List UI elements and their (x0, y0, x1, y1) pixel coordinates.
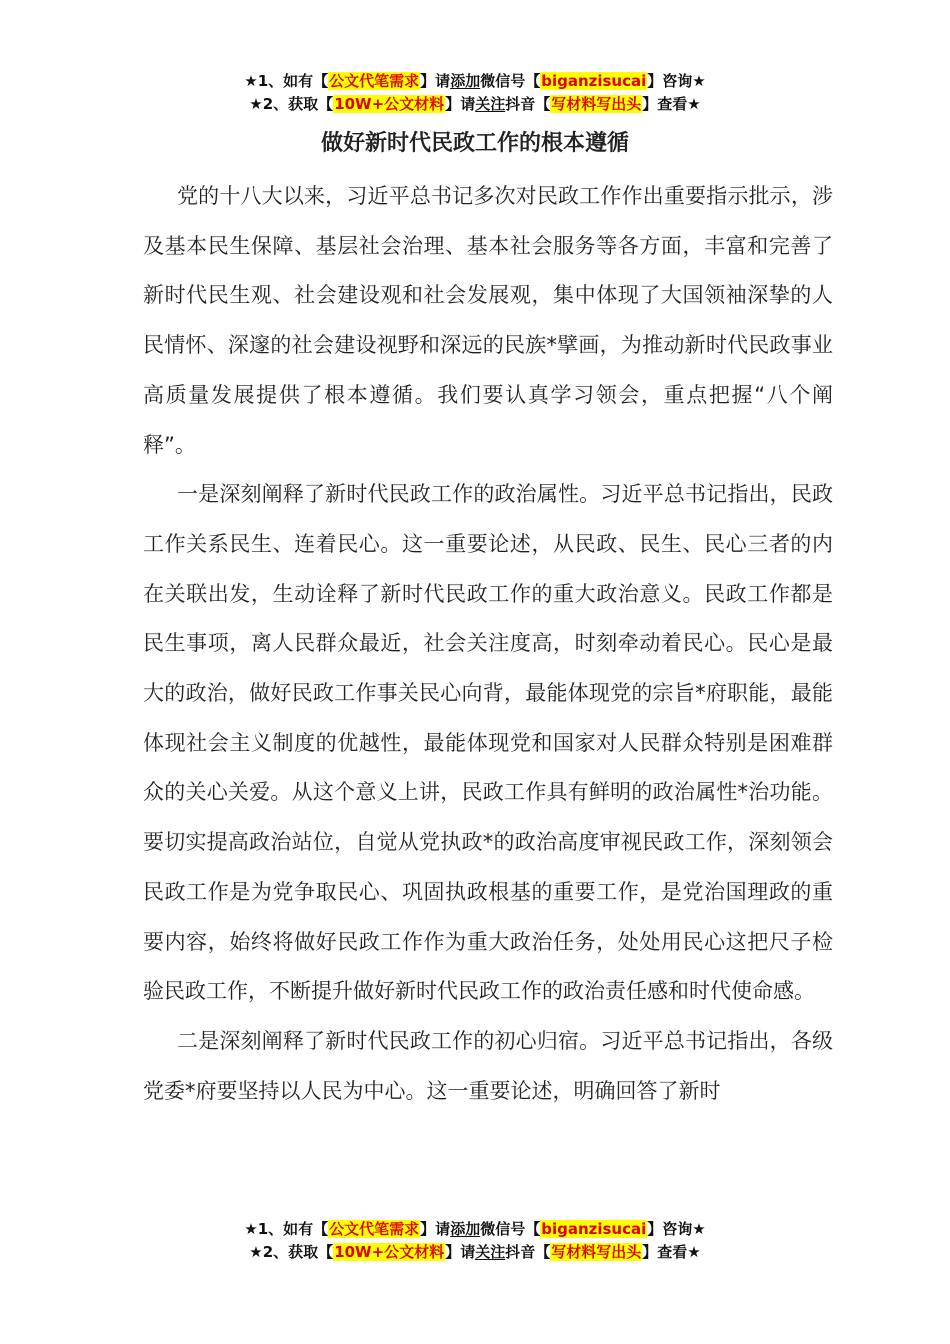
promo-text: 】查看★ (642, 95, 701, 113)
paragraph-2: 二是深刻阐释了新时代民政工作的初心归宿。习近平总书记指出，各级党委*府要坚持以人民为中心。这一重要论述，明确回答了新时 (143, 1028, 833, 1103)
promo-line-2 (0, 93, 950, 116)
promo-text: 】请 (445, 1243, 476, 1261)
paragraph-1: 一是深刻阐释了新时代民政工作的政治属性。习近平总书记指出，民政工作关系民生、连着民心。这一重要论述，从民政、民生、民心三者的内在关联出发，生动诠释了新时代民政工作的重大政治意义。民政工作都是民生事项，离人民群众最近，社会关注度高，时刻牵动着民心。民心是最大的政治，做好民政工作事关民心向背，最能体现党的宗旨*府职能，最能体现社会主义制度的优越性，最能体现党和国家对人民群众特别是困难群众的关心关爱。从这个意义上讲，民政工作具有鲜明的政治属性*治功能。要切实提高政治站位，自觉从党执政*的政治高度审视民政工作，深刻领会民政工作是为党争取民心、巩固执政根基的重要工作，是党治国理政的重要内容，始终将做好民政工作作为重大政治任务，处处用民心这把尺子检验民政工作，不断提升做好新时代民政工作的政治责任感和时代使命感。 (143, 482, 833, 1004)
paragraph-intro: 党的十八大以来，习近平总书记多次对民政工作作出重要指示批示，涉及基本民生保障、基层社会治理、基本社会服务等各方面，丰富和完善了新时代民生观、社会建设观和社会发展观，集中体现了大国领袖深挚的人民情怀、深邃的社会建设视野和深远的民族*擘画，为推动新时代民政事业高质量发展提供了根本遵循。我们要认真学习领会，重点把握“八个阐释”。 (143, 184, 833, 457)
promo-underlined: 关注 (475, 1243, 506, 1261)
promo-text: 】查看★ (642, 1243, 701, 1261)
promo-text: 】请 (420, 1220, 451, 1238)
promo-text: 微信号【 (480, 1220, 541, 1238)
promo-highlight: biganzisucai (541, 72, 647, 90)
promo-text: 】咨询★ (647, 72, 706, 90)
promo-highlight: 10W+公文材料 (334, 95, 445, 113)
document-body (143, 172, 833, 1116)
promo-text: 微信号【 (480, 72, 541, 90)
promo-text: 抖音【 (505, 95, 551, 113)
promo-text: 抖音【 (505, 1243, 551, 1261)
promo-highlight: 公文代笔需求 (329, 1220, 420, 1238)
promo-text: 】请 (445, 95, 476, 113)
promo-text: ★1、如有【 (244, 72, 329, 90)
promo-banner-bottom (0, 1218, 950, 1264)
promo-highlight: biganzisucai (541, 1220, 647, 1238)
promo-line-1 (0, 1218, 950, 1241)
promo-line-1 (0, 70, 950, 93)
promo-underlined: 添加 (450, 72, 481, 90)
promo-underlined: 关注 (475, 95, 506, 113)
document-title: 做好新时代民政工作的根本遵循 (320, 131, 629, 156)
promo-text: ★2、获取【 (249, 1243, 334, 1261)
promo-text: ★2、获取【 (249, 95, 334, 113)
promo-banner-top (0, 70, 950, 116)
promo-underlined: 添加 (450, 1220, 481, 1238)
promo-text: ★1、如有【 (244, 1220, 329, 1238)
promo-highlight: 公文代笔需求 (329, 72, 420, 90)
promo-text: 】请 (420, 72, 451, 90)
promo-highlight: 写材料写出头 (551, 95, 642, 113)
promo-text: 】咨询★ (647, 1220, 706, 1238)
promo-highlight: 写材料写出头 (551, 1243, 642, 1261)
promo-highlight: 10W+公文材料 (334, 1243, 445, 1261)
promo-line-2 (0, 1241, 950, 1264)
